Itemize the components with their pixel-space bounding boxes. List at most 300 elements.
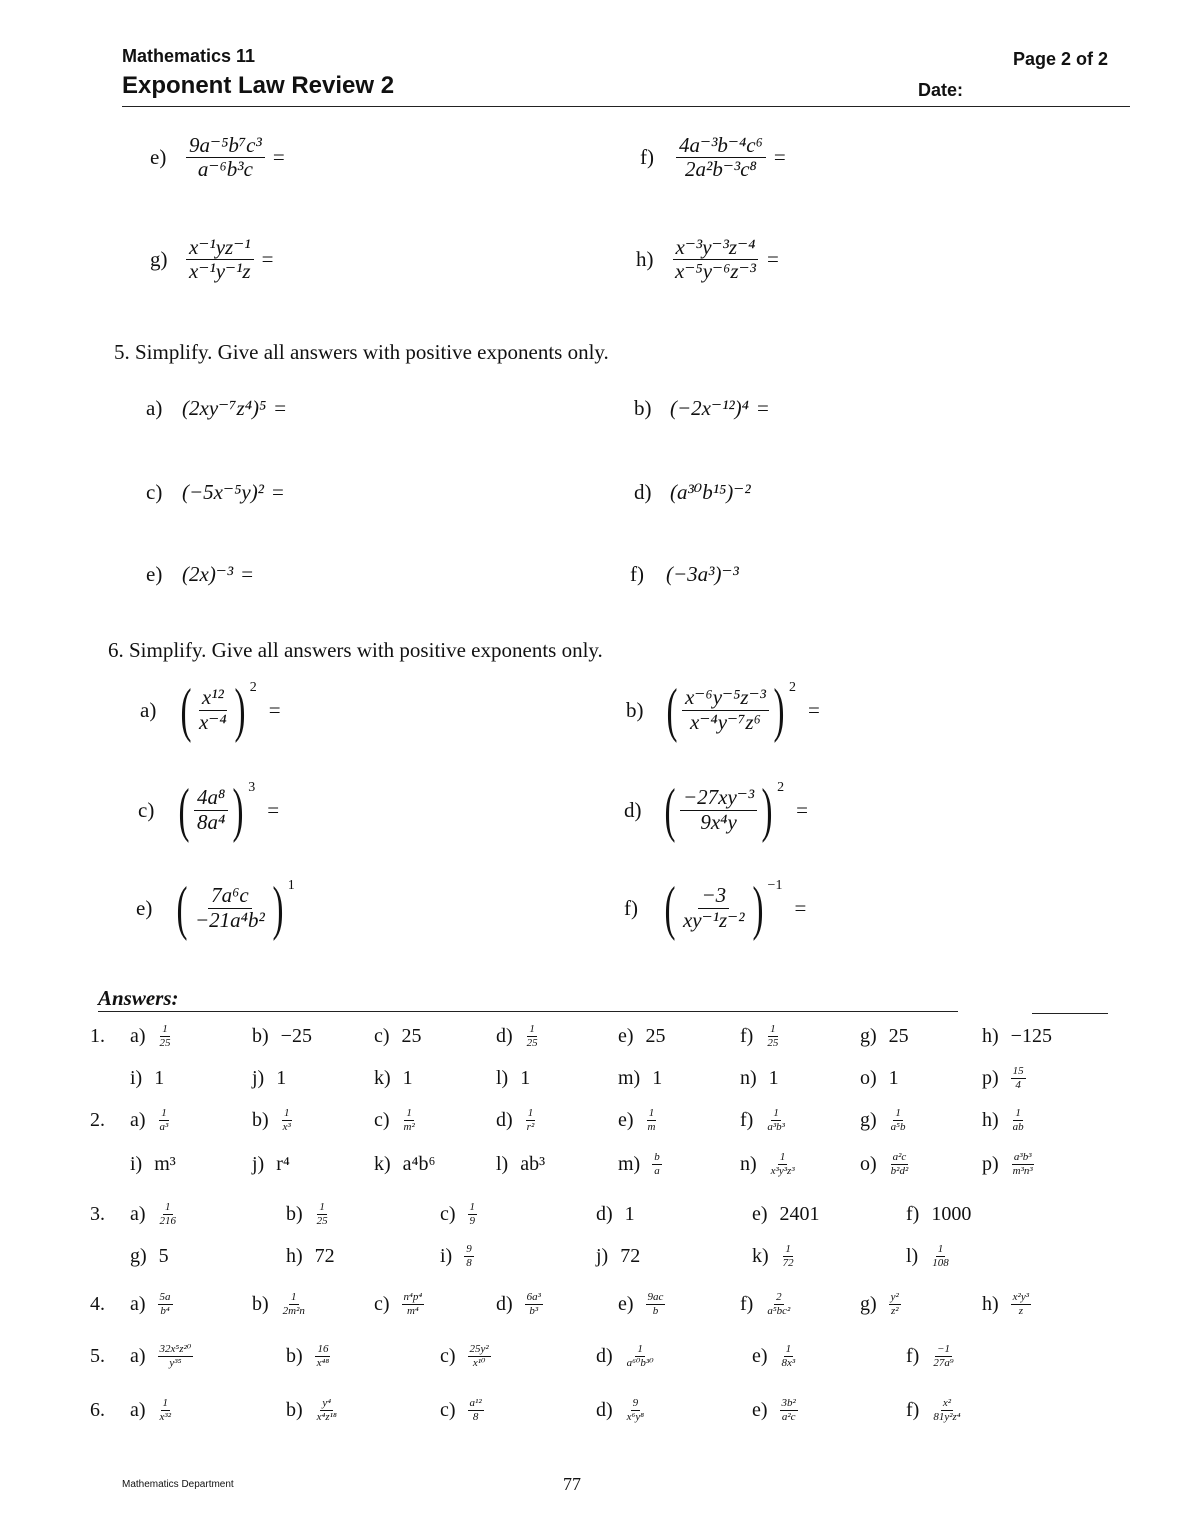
- answer-item: [906, 1194, 971, 1234]
- answer-item: [752, 1390, 798, 1430]
- answer-label: a): [130, 1398, 146, 1421]
- answer-denominator: z²: [890, 1304, 899, 1317]
- answer-value: 1: [768, 1066, 779, 1089]
- answer-item: [286, 1336, 331, 1376]
- numerator: 7a⁶c: [208, 884, 252, 908]
- fraction: [676, 134, 766, 181]
- item-label: a): [140, 697, 157, 722]
- answer-label: l): [496, 1152, 509, 1175]
- answer-fraction: [315, 1343, 332, 1368]
- left-paren: (: [176, 875, 188, 941]
- answer-numerator: 1: [637, 1343, 643, 1356]
- item-label: f): [624, 895, 638, 920]
- answer-label: f): [740, 1292, 754, 1315]
- answer-denominator: 25: [767, 1036, 779, 1049]
- answer-fraction: [930, 1243, 951, 1268]
- answer-label: h): [982, 1292, 999, 1315]
- q6-item-b: [626, 677, 820, 743]
- q6-instruction: 6. Simplify. Give all answers with positive exponents only.: [108, 638, 603, 662]
- answer-item: [496, 1284, 543, 1324]
- right-paren: ): [232, 777, 244, 843]
- q6-item-a: [140, 677, 281, 743]
- answer-item: [618, 1144, 662, 1184]
- answer-numerator: 1: [773, 1107, 779, 1120]
- answer-label: h): [286, 1244, 303, 1267]
- answer-numerator: 1: [284, 1107, 290, 1120]
- answer-item: [906, 1236, 951, 1276]
- answer-value: 1: [520, 1066, 531, 1089]
- answer-numerator: 1: [895, 1107, 901, 1120]
- answer-fraction: [889, 1107, 908, 1132]
- expression: (2x)⁻³: [182, 562, 234, 586]
- answer-label: g): [860, 1024, 877, 1047]
- denominator: x⁻⁴: [198, 709, 227, 734]
- answer-item: [906, 1390, 963, 1430]
- answer-item: [374, 1144, 436, 1184]
- answer-item: [740, 1016, 780, 1056]
- right-paren: ): [773, 677, 785, 743]
- answer-value: 1: [402, 1066, 413, 1089]
- left-paren: (: [666, 677, 678, 743]
- answer-denominator: m⁴: [406, 1304, 419, 1317]
- answer-value: 72: [314, 1244, 335, 1267]
- answer-item: [130, 1058, 164, 1098]
- answer-fraction: [158, 1397, 173, 1422]
- answer-numerator: 1: [469, 1201, 476, 1214]
- answer-fraction: [652, 1151, 662, 1176]
- answer-label: m): [618, 1066, 641, 1089]
- answer-label: c): [440, 1202, 456, 1225]
- answer-fraction: [765, 1291, 792, 1316]
- answer-fraction: [780, 1397, 798, 1422]
- answer-numerator: 3b²: [781, 1397, 796, 1410]
- answer-item: [440, 1336, 491, 1376]
- answer-numerator: 1: [770, 1023, 776, 1036]
- answer-question-number: 4.: [90, 1292, 105, 1315]
- answer-denominator: m: [647, 1120, 656, 1133]
- q5-item-b: [634, 396, 769, 421]
- left-paren: (: [180, 677, 192, 743]
- answer-fraction: [281, 1291, 307, 1316]
- answer-fraction: [931, 1343, 955, 1368]
- answer-numerator: 2: [776, 1291, 782, 1304]
- answer-numerator: 1: [291, 1291, 297, 1304]
- answer-fraction: [158, 1343, 194, 1368]
- answer-numerator: 1: [529, 1023, 535, 1036]
- answer-label: e): [618, 1292, 634, 1315]
- q4-item-h: [636, 236, 779, 283]
- answer-numerator: 5a: [159, 1291, 171, 1304]
- right-paren: ): [761, 777, 773, 843]
- answer-item: [286, 1236, 335, 1276]
- equals: =: [773, 145, 786, 170]
- date-label: Date:: [918, 80, 964, 100]
- answer-numerator: 1: [648, 1107, 655, 1120]
- answer-item: [130, 1100, 170, 1140]
- item-label: f): [640, 145, 654, 170]
- equals: =: [796, 797, 809, 822]
- answer-label: g): [130, 1244, 147, 1267]
- answer-fraction: [402, 1291, 425, 1316]
- answer-label: i): [130, 1066, 143, 1089]
- denominator: a⁻⁶b³c: [197, 157, 253, 182]
- answer-item: [130, 1284, 173, 1324]
- answer-numerator: 1: [1015, 1107, 1021, 1120]
- answer-fraction: [468, 1343, 491, 1368]
- answer-numerator: 32x⁵z²⁰: [159, 1343, 192, 1356]
- answer-item: [374, 1058, 413, 1098]
- answer-fraction: [765, 1023, 780, 1048]
- numerator: x⁻¹yz⁻¹: [186, 236, 254, 260]
- numerator: x⁻³y⁻³z⁻⁴: [673, 236, 759, 260]
- answer-label: i): [130, 1152, 143, 1175]
- denominator: xy⁻¹z⁻²: [682, 907, 745, 932]
- answer-denominator: a⁶⁰b³⁰: [626, 1356, 654, 1369]
- answer-fraction: [625, 1397, 646, 1422]
- answer-item: [252, 1284, 307, 1324]
- answer-denominator: x⁶y⁸: [626, 1410, 645, 1423]
- right-paren: ): [234, 677, 246, 743]
- left-paren: (: [664, 875, 676, 941]
- answer-item: [130, 1236, 169, 1276]
- q6-item-c: [138, 777, 280, 843]
- answers-rule: [98, 1011, 958, 1012]
- answer-numerator: 9: [632, 1397, 639, 1410]
- answer-item: [596, 1194, 635, 1234]
- answer-label: b): [286, 1398, 303, 1421]
- answer-item: [496, 1058, 530, 1098]
- denominator: 8a⁴: [196, 809, 226, 834]
- answer-item: [618, 1058, 662, 1098]
- answer-numerator: 1: [161, 1107, 167, 1120]
- answer-item: [374, 1016, 422, 1056]
- answer-item: [440, 1390, 484, 1430]
- answer-item: [286, 1390, 339, 1430]
- answer-denominator: x¹⁰: [472, 1356, 486, 1369]
- answer-item: [740, 1100, 787, 1140]
- answer-item: [130, 1390, 173, 1430]
- power: 1: [287, 878, 295, 893]
- answer-denominator: b⁴: [160, 1304, 170, 1317]
- answer-value: r⁴: [276, 1152, 290, 1175]
- answer-label: h): [982, 1108, 999, 1131]
- answer-value: m³: [154, 1152, 176, 1175]
- answer-denominator: x⁴z¹⁸: [316, 1410, 337, 1423]
- answer-fraction: [769, 1151, 797, 1176]
- answer-label: l): [496, 1066, 509, 1089]
- answer-item: [618, 1284, 665, 1324]
- item-label: e): [150, 145, 167, 170]
- answer-denominator: ab: [1012, 1120, 1024, 1133]
- answer-label: f): [906, 1398, 920, 1421]
- answer-label: a): [130, 1292, 146, 1315]
- denominator: 9x⁴y: [700, 809, 737, 834]
- answer-numerator: 1: [162, 1397, 169, 1410]
- power: 3: [248, 780, 256, 795]
- answer-label: b): [252, 1292, 269, 1315]
- answer-fraction: [158, 1023, 173, 1048]
- answer-denominator: 9: [469, 1214, 476, 1227]
- answers-rule-right: [1032, 1013, 1108, 1014]
- answer-label: d): [596, 1344, 613, 1367]
- answer-label: f): [740, 1024, 754, 1047]
- answer-label: c): [374, 1292, 390, 1315]
- answer-denominator: a⁵b: [890, 1120, 906, 1133]
- q6-item-e: [136, 875, 307, 941]
- right-paren: ): [752, 875, 764, 941]
- q4-item-e: [150, 134, 285, 181]
- answer-label: a): [130, 1344, 146, 1367]
- answer-item: [906, 1336, 956, 1376]
- answer-item: [752, 1194, 820, 1234]
- answer-label: c): [374, 1108, 390, 1131]
- answer-label: p): [982, 1066, 999, 1089]
- answer-denominator: 8: [466, 1256, 472, 1269]
- answer-label: k): [374, 1066, 391, 1089]
- answer-label: e): [618, 1108, 634, 1131]
- answer-numerator: n⁴p⁴: [403, 1291, 423, 1304]
- equals: =: [766, 247, 779, 272]
- answer-label: l): [906, 1244, 919, 1267]
- answer-denominator: a⁵bc²: [767, 1304, 791, 1317]
- answer-item: [596, 1236, 640, 1276]
- answer-numerator: a²c: [892, 1151, 907, 1164]
- fraction: [194, 786, 228, 833]
- q4-item-f: [640, 134, 786, 181]
- answer-fraction: [780, 1343, 798, 1368]
- fraction: [672, 236, 759, 283]
- answer-denominator: m³n³: [1012, 1164, 1033, 1177]
- answer-fraction: [1011, 1151, 1035, 1176]
- power: −1: [767, 878, 783, 893]
- answer-label: e): [752, 1202, 768, 1225]
- page-title: Exponent Law Review 2: [122, 72, 395, 99]
- answer-value: −125: [1010, 1024, 1052, 1047]
- equals: =: [274, 396, 287, 420]
- answer-label: o): [860, 1066, 877, 1089]
- expression: (−2x⁻¹²)⁴: [670, 396, 749, 420]
- answer-numerator: 25y²: [469, 1343, 489, 1356]
- answer-numerator: 1: [527, 1107, 534, 1120]
- answer-denominator: a: [654, 1164, 660, 1177]
- answer-numerator: 6a³: [526, 1291, 541, 1304]
- answer-label: b): [286, 1202, 303, 1225]
- answer-item: [618, 1100, 658, 1140]
- answer-fraction: [315, 1201, 330, 1226]
- answer-label: i): [440, 1244, 453, 1267]
- answer-numerator: 1: [165, 1201, 171, 1214]
- expression: (−3a³)⁻³: [666, 562, 739, 586]
- answer-value: −25: [280, 1024, 312, 1047]
- answer-item: [982, 1100, 1026, 1140]
- answer-numerator: 1: [406, 1107, 412, 1120]
- answer-denominator: 216: [159, 1214, 177, 1227]
- equals: =: [756, 396, 769, 420]
- fraction: [186, 236, 254, 283]
- answer-label: g): [860, 1292, 877, 1315]
- answer-numerator: b: [654, 1151, 660, 1164]
- answer-denominator: z: [1018, 1304, 1023, 1317]
- answer-denominator: a³b³: [767, 1120, 785, 1133]
- item-label: c): [138, 797, 155, 822]
- answer-label: a): [130, 1202, 146, 1225]
- answer-item: [130, 1144, 176, 1184]
- answer-fraction: [468, 1397, 484, 1422]
- right-paren: ): [272, 875, 284, 941]
- answer-item: [130, 1016, 173, 1056]
- answer-item: [440, 1194, 477, 1234]
- q5-item-f: [630, 562, 747, 587]
- answer-label: e): [618, 1024, 634, 1047]
- answer-label: j): [252, 1152, 265, 1175]
- item-label: h): [636, 247, 654, 272]
- q6-item-d: [624, 777, 809, 843]
- answer-value: 1: [624, 1202, 635, 1225]
- answer-denominator: 25: [159, 1036, 171, 1049]
- item-label: c): [146, 480, 163, 504]
- header-rule: [122, 106, 1130, 107]
- answer-value: 1: [154, 1066, 165, 1089]
- item-label: d): [634, 480, 652, 504]
- answer-numerator: 1: [779, 1151, 786, 1164]
- answer-label: b): [286, 1344, 303, 1367]
- answer-item: [752, 1336, 797, 1376]
- expression: (a³⁰b¹⁵)⁻²: [670, 480, 751, 504]
- answer-fraction: [281, 1107, 293, 1132]
- answer-label: c): [440, 1398, 456, 1421]
- answer-item: [596, 1390, 646, 1430]
- denominator: x⁻⁴y⁻⁷z⁶: [690, 709, 761, 734]
- page-number: 77: [563, 1474, 581, 1494]
- answer-denominator: x³: [282, 1120, 291, 1133]
- answer-item: [596, 1336, 656, 1376]
- answer-item: [496, 1100, 536, 1140]
- left-paren: (: [664, 777, 676, 843]
- answer-numerator: 9ac: [647, 1291, 664, 1304]
- answer-label: b): [252, 1108, 269, 1131]
- item-label: b): [634, 396, 652, 420]
- answer-numerator: 1: [785, 1243, 791, 1256]
- answer-denominator: 25: [316, 1214, 328, 1227]
- answer-fraction: [1011, 1065, 1026, 1090]
- answer-numerator: 1: [319, 1201, 325, 1214]
- answer-label: g): [860, 1108, 877, 1131]
- answer-item: [130, 1336, 193, 1376]
- answer-numerator: x²: [942, 1397, 952, 1410]
- answer-label: p): [982, 1152, 999, 1175]
- answer-numerator: y²: [890, 1291, 899, 1304]
- answer-denominator: 72: [782, 1256, 794, 1269]
- answer-fraction: [402, 1107, 417, 1132]
- power: 2: [777, 780, 785, 795]
- answer-item: [860, 1100, 908, 1140]
- answer-numerator: 16: [317, 1343, 329, 1356]
- answer-numerator: 15: [1012, 1065, 1024, 1078]
- answer-item: [618, 1016, 666, 1056]
- q5-item-a: [146, 396, 286, 421]
- answer-item: [860, 1284, 901, 1324]
- answer-denominator: x³²: [159, 1410, 172, 1423]
- answer-item: [982, 1284, 1031, 1324]
- answer-label: e): [752, 1398, 768, 1421]
- answer-item: [252, 1100, 293, 1140]
- fraction: [186, 134, 265, 181]
- answer-fraction: [464, 1243, 474, 1268]
- numerator: −3: [698, 884, 729, 908]
- answer-label: f): [906, 1344, 920, 1367]
- fraction: [192, 884, 268, 931]
- answer-denominator: m²: [403, 1120, 415, 1133]
- answer-fraction: [781, 1243, 796, 1268]
- power: 2: [249, 680, 257, 695]
- answer-value: a⁴b⁶: [402, 1152, 436, 1175]
- item-label: f): [630, 562, 644, 586]
- answer-denominator: 27a⁹: [933, 1356, 954, 1369]
- answer-denominator: 2m²n: [282, 1304, 305, 1317]
- answer-question-number: 1.: [90, 1024, 105, 1047]
- answer-item: [374, 1100, 417, 1140]
- denominator: 2a²b⁻³c⁸: [685, 157, 757, 182]
- numerator: x⁻⁶y⁻⁵z⁻³: [682, 686, 769, 710]
- answer-label: d): [496, 1292, 513, 1315]
- answer-label: c): [374, 1024, 390, 1047]
- answer-item: [860, 1144, 910, 1184]
- item-label: e): [146, 562, 163, 586]
- answer-fraction: [765, 1107, 787, 1132]
- answer-fraction: [158, 1291, 173, 1316]
- answer-item: [130, 1194, 178, 1234]
- power: 2: [788, 680, 796, 695]
- answer-denominator: b²d²: [890, 1164, 909, 1177]
- answer-denominator: b: [652, 1304, 659, 1317]
- answer-fraction: [525, 1291, 543, 1316]
- answer-value: 72: [620, 1244, 641, 1267]
- answer-value: 1: [652, 1066, 663, 1089]
- answer-fraction: [625, 1343, 656, 1368]
- answers-heading: Answers:: [98, 986, 179, 1010]
- numerator: 9a⁻⁵b⁷c³: [186, 134, 265, 158]
- answer-numerator: y⁴: [322, 1397, 332, 1410]
- answer-label: b): [252, 1024, 269, 1047]
- answer-fraction: [646, 1107, 658, 1132]
- answer-item: [496, 1144, 545, 1184]
- answer-value: 1000: [931, 1202, 972, 1225]
- answer-label: d): [596, 1398, 613, 1421]
- answer-question-number: 5.: [90, 1344, 105, 1367]
- q5-item-c: [146, 480, 284, 505]
- answer-numerator: 9: [466, 1243, 472, 1256]
- answer-item: [982, 1144, 1035, 1184]
- answer-fraction: [315, 1397, 339, 1422]
- answer-item: [252, 1144, 290, 1184]
- item-label: d): [624, 797, 642, 822]
- item-label: g): [150, 247, 168, 272]
- item-label: e): [136, 895, 153, 920]
- answer-item: [252, 1016, 312, 1056]
- answer-question-number: 3.: [90, 1202, 105, 1225]
- fraction: [680, 786, 757, 833]
- answer-item: [982, 1016, 1052, 1056]
- answer-question-number: 2.: [90, 1108, 105, 1131]
- answer-numerator: a¹²: [469, 1397, 482, 1410]
- q5-item-e: [146, 562, 253, 587]
- answer-label: f): [740, 1108, 754, 1131]
- answer-denominator: 81y²z⁴: [933, 1410, 961, 1423]
- answer-value: 2401: [779, 1202, 820, 1225]
- answer-item: [752, 1236, 796, 1276]
- expression: (−5x⁻⁵y)²: [182, 480, 264, 504]
- answer-denominator: 8: [472, 1410, 479, 1423]
